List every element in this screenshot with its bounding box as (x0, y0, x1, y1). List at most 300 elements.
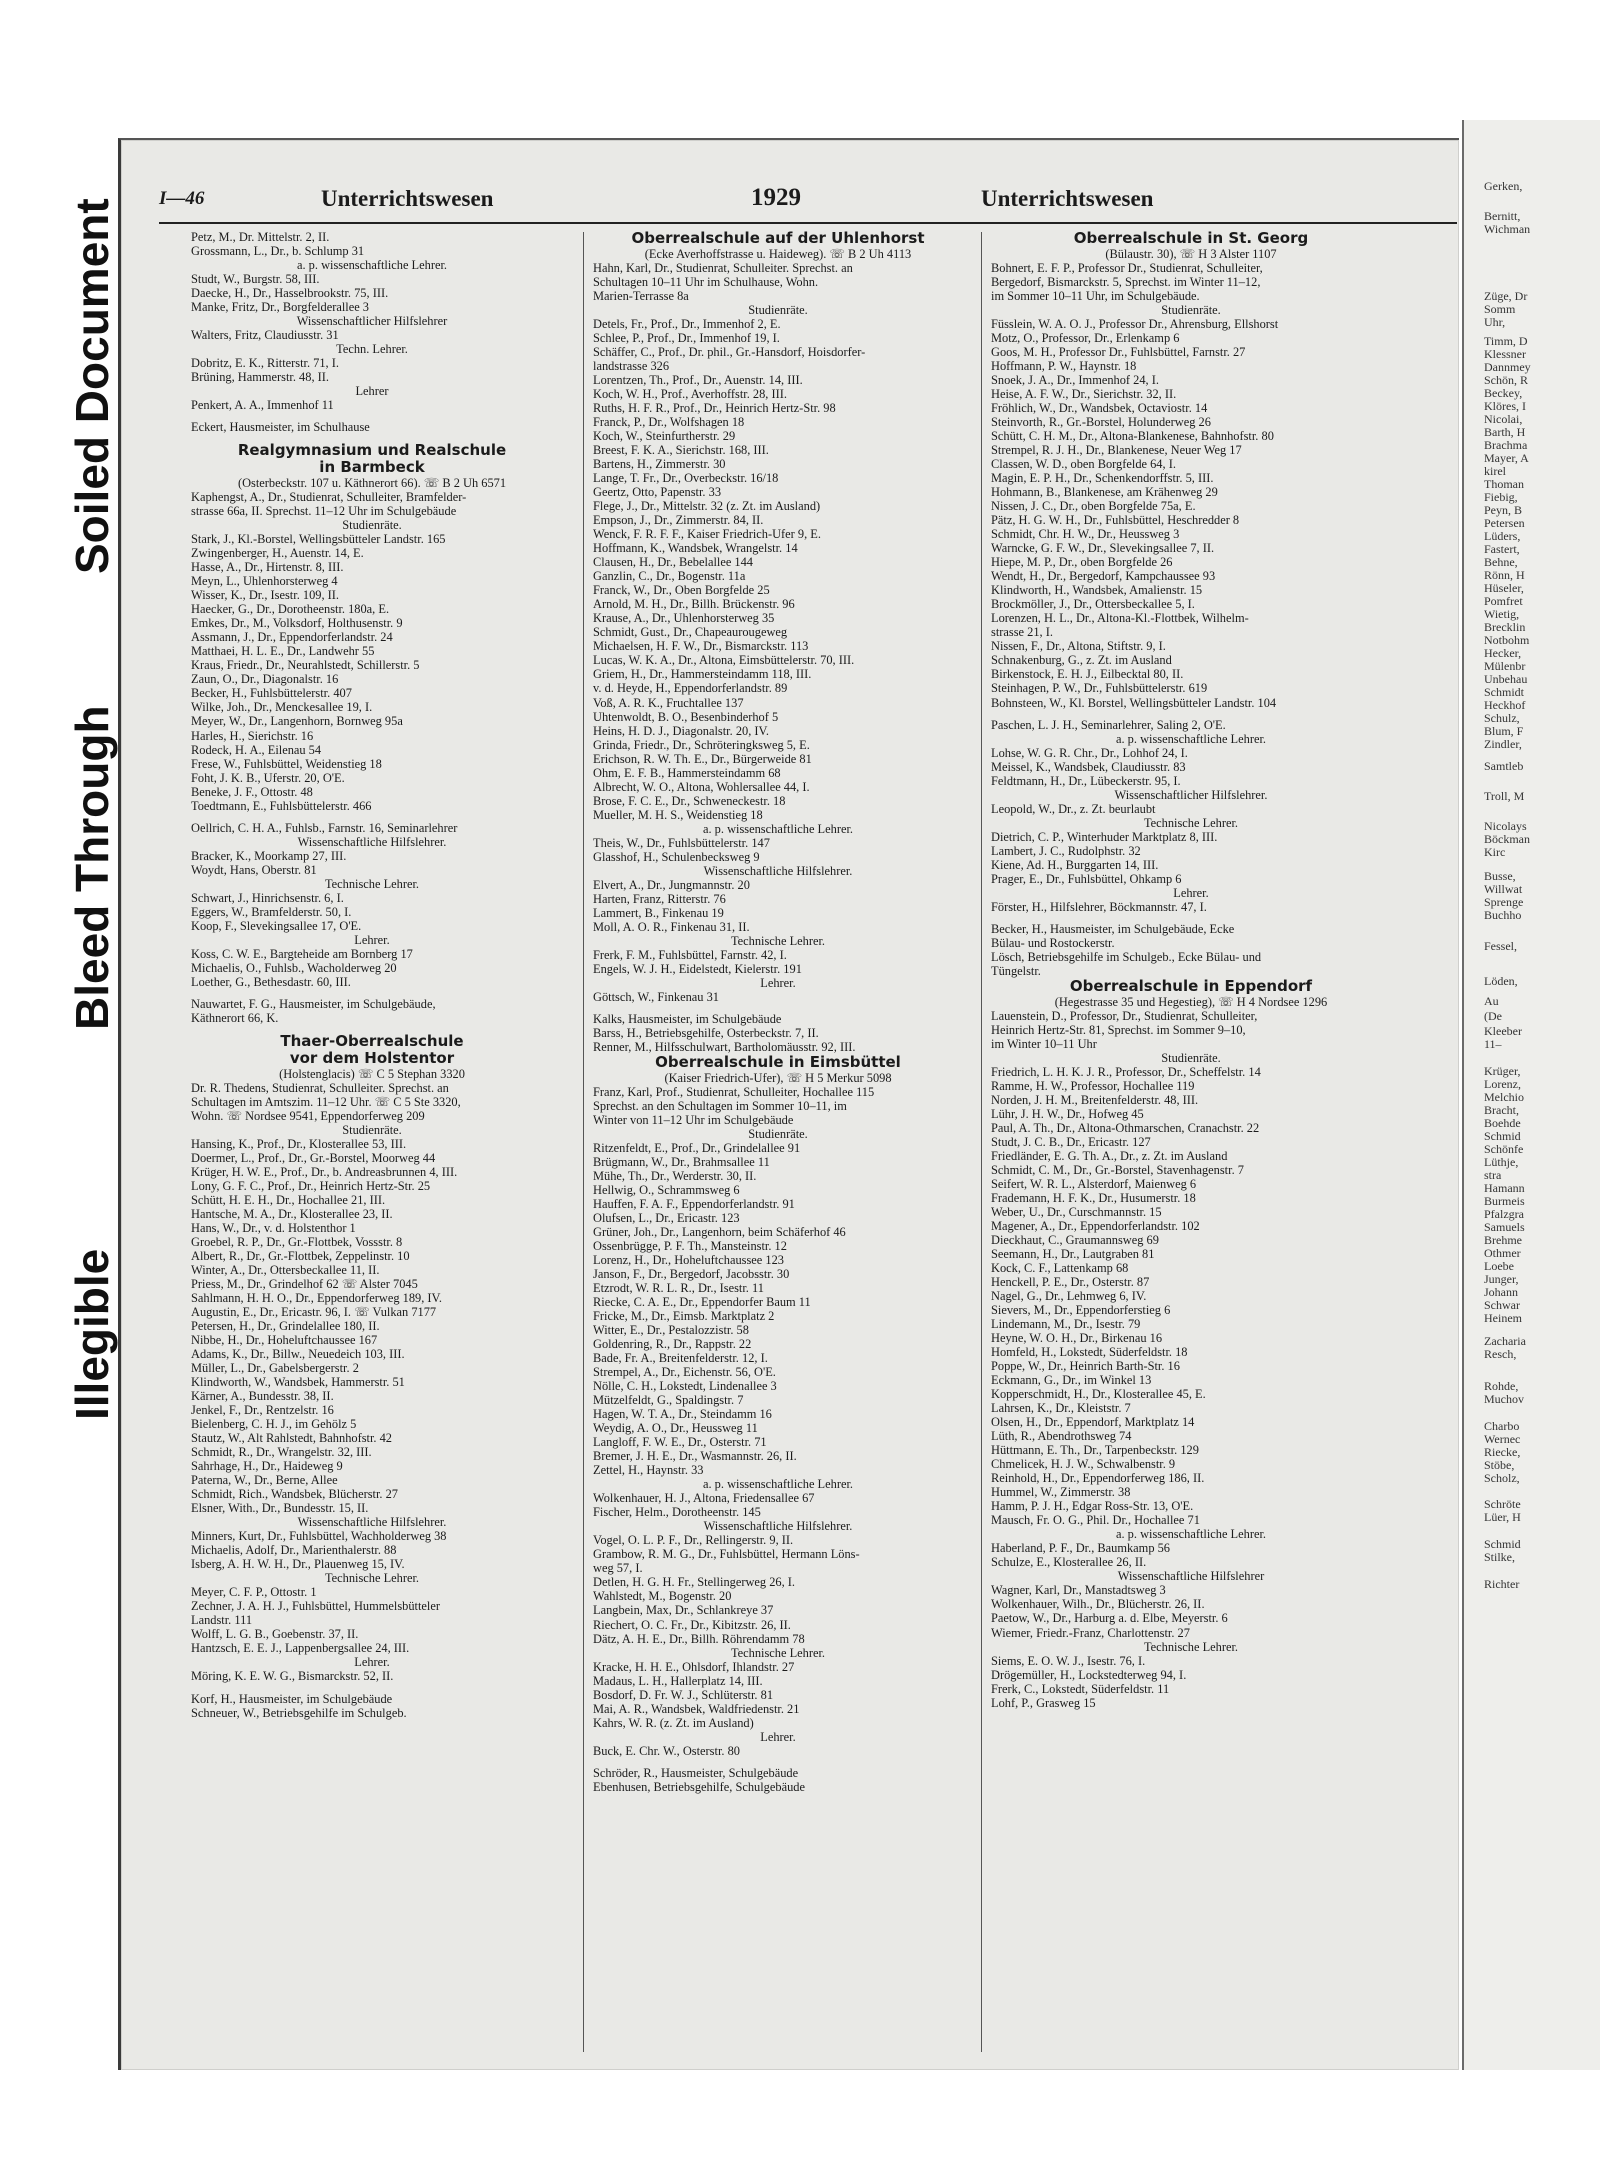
directory-entry: Theis, W., Dr., Fuhlsbüttelerstr. 147 (593, 835, 770, 850)
adjacent-page-text: Hecker, (1484, 646, 1522, 660)
directory-entry: Schulze, E., Klosterallee 26, II. (991, 1555, 1147, 1570)
section-heading: Studienräte. (342, 518, 402, 533)
directory-entry: Steinvorth, R., Gr.-Borstel, Holunderweg 26 (991, 415, 1211, 430)
directory-entry: Franck, P., Dr., Wolfshagen 18 (593, 415, 745, 430)
directory-entry: Koss, C. W. E., Bargteheide am Bornberg 17 (191, 946, 413, 961)
directory-entry: landstrasse 326 (593, 359, 670, 374)
school-title: Realgymnasium und Realschule (237, 441, 507, 460)
school-title: Oberrealschule in Eimsbüttel (655, 1052, 901, 1071)
directory-entry: Möring, K. E. W. G., Bismarckstr. 52, II. (191, 1669, 394, 1684)
directory-entry: Steinhagen, P. W., Dr., Fuhlsbüttelerstr. 619 (991, 681, 1208, 696)
directory-entry: Franck, W., Dr., Oben Borgfelde 25 (593, 583, 770, 598)
directory-entry: Wisser, K., Dr., Isestr. 109, II. (191, 588, 340, 603)
directory-entry: Wolkenhauer, H. J., Altona, Friedensallee 67 (593, 1491, 815, 1506)
adjacent-page-text: Nicolays (1484, 819, 1527, 833)
directory-entry: Priess, M., Dr., Grindelhof 62 ☏ Alster 7045 (191, 1277, 418, 1292)
directory-entry: Schütt, C. H. M., Dr., Altona-Blankenese, Bahnhofstr. 80 (991, 429, 1274, 444)
adjacent-page-text: Richter (1484, 1577, 1520, 1591)
adjacent-page-text: Troll, M (1484, 789, 1525, 803)
directory-entry: Riechert, O. C. Fr., Dr., Kibitzstr. 26, II. (593, 1617, 791, 1632)
directory-entry: Emkes, Dr., M., Volksdorf, Holthusenstr. 9 (191, 616, 403, 631)
adjacent-page-text: Pfalzgra (1484, 1207, 1524, 1221)
adjacent-page-text: Busse, (1484, 869, 1516, 883)
directory-entry: Ritzenfeldt, E., Prof., Dr., Grindelallee 91 (593, 1140, 801, 1155)
section-heading: (Bülaustr. 30), ☏ H 3 Alster 1107 (1105, 247, 1277, 261)
directory-entry: Griem, H., Dr., Hammersteindamm 118, III. (593, 667, 812, 682)
directory-entry: Schmidt, Rich., Wandsbek, Blücherstr. 27 (191, 1487, 398, 1502)
directory-entry: Hagen, W. T. A., Dr., Steindamm 16 (593, 1407, 772, 1422)
directory-entry: Barss, H., Betriebsgehilfe, Osterbeckstr. 7, II. (593, 1025, 819, 1040)
directory-entry: Hantsche, M. A., Dr., Klosterallee 23, II. (191, 1206, 393, 1221)
stamp-soiled-document-text: Soiled Document (66, 198, 118, 574)
adjacent-page-text: Othmer (1484, 1246, 1521, 1260)
section-heading: a. p. wissenschaftliche Lehrer. (702, 821, 853, 836)
adjacent-page-text: Bernitt, (1484, 209, 1521, 223)
directory-entry: Mueller, M. H. S., Weidenstieg 18 (593, 807, 763, 822)
adjacent-page-text: Hüseler, (1484, 581, 1524, 595)
directory-entry: Göttsch, W., Finkenau 31 (593, 989, 719, 1004)
directory-entry: Lohf, P., Grasweg 15 (991, 1695, 1096, 1710)
directory-entry: Lohse, W. G. R. Chr., Dr., Lohhof 24, I. (991, 745, 1188, 760)
directory-entry: Franz, Karl, Prof., Studienrat, Schulleiter, Hochallee 115 (593, 1084, 875, 1099)
column-divider (981, 232, 982, 2052)
directory-entry: Doermer, L., Prof., Dr., Gr.-Borstel, Moorweg 44 (191, 1150, 436, 1165)
directory-entry: Augustin, E., Dr., Ericastr. 96, I. ☏ Vulkan 7177 (191, 1305, 437, 1320)
header-title-right: Unterrichtswesen (981, 186, 1154, 211)
directory-entry: Lange, T. Fr., Dr., Overbeckstr. 16/18 (593, 471, 779, 486)
adjacent-page-text: Thoman (1484, 477, 1524, 491)
directory-entry: Wohn. ☏ Nordsee 9541, Eppendorferweg 209 (191, 1108, 425, 1123)
directory-entry: Walters, Fritz, Claudiusstr. 31 (191, 328, 339, 343)
directory-entry: Lösch, Betriebsgehilfe im Schulgeb., Ecke Bülau- und (991, 949, 1262, 964)
adjacent-page-text: Hamann (1484, 1181, 1525, 1195)
scan-margin (0, 2075, 1600, 2177)
section-heading: Wissenschaftliche Hilfslehrer. (297, 834, 447, 849)
directory-entry: Bergedorf, Bismarckstr. 5, Sprechst. im Winter 11–12, (991, 275, 1261, 290)
page-header (121, 180, 1459, 220)
directory-entry: Heinrich Hertz-Str. 81, Sprechst. im Sommer 9–10, (991, 1022, 1246, 1037)
adjacent-page-text: Böckman (1484, 832, 1530, 846)
directory-entry: Lony, G. F. C., Prof., Dr., Heinrich Hertz-Str. 25 (191, 1178, 431, 1193)
adjacent-page-text: Loebe (1484, 1259, 1514, 1273)
directory-entry: Adams, K., Dr., Billw., Neuedeich 103, III. (191, 1347, 405, 1362)
directory-entry: Goos, M. H., Professor Dr., Fuhlsbüttel, Farnstr. 27 (991, 345, 1246, 360)
directory-entry: Birkenstock, E. H. J., Eilbecktal 80, II. (991, 667, 1184, 682)
directory-entry: Nagel, G., Dr., Lehmweg 6, IV. (991, 1289, 1147, 1304)
school-title: Oberrealschule auf der Uhlenhorst (631, 229, 925, 247)
directory-entry: Zaun, O., Dr., Diagonalstr. 16 (191, 672, 339, 687)
directory-entry: Witter, E., Dr., Pestalozzistr. 58 (593, 1323, 749, 1338)
section-heading: Studienräte. (1161, 1050, 1221, 1065)
directory-entry: Ossenbrügge, P. F. Th., Mansteinstr. 12 (593, 1239, 787, 1254)
adjacent-page-text: Wietig, (1484, 607, 1520, 621)
school-title: Oberrealschule in St. Georg (1073, 229, 1309, 247)
adjacent-page-text: Löden, (1484, 974, 1518, 988)
section-gap (593, 1758, 963, 1766)
directory-entry: Clausen, H., Dr., Bebelallee 144 (593, 555, 754, 570)
directory-entry: Schröder, R., Hausmeister, Schulgebäude (593, 1765, 799, 1780)
directory-entry: Rodeck, H. A., Eilenau 54 (191, 742, 322, 757)
directory-entry: Meyer, W., Dr., Langenhorn, Bornweg 95a (191, 714, 403, 729)
adjacent-page-text: Schmid (1484, 1129, 1521, 1143)
directory-entry: Kock, C. F., Lattenkamp 68 (991, 1261, 1129, 1276)
directory-entry: Schäffer, C., Prof., Dr. phil., Gr.-Hansdorf, Hoisdorfer- (593, 345, 866, 360)
section-heading: Studienräte. (342, 1122, 402, 1137)
directory-entry: Hantzsch, E. E. J., Lappenbergsallee 24, III. (191, 1641, 410, 1656)
school-title: Thaer-Oberrealschule (280, 1031, 464, 1050)
section-heading: a. p. wissenschaftliche Lehrer. (296, 258, 447, 273)
directory-entry: Detels, Fr., Prof., Dr., Immenhof 2, E. (593, 317, 781, 332)
adjacent-page-text: Fessel, (1484, 939, 1517, 953)
directory-entry: Drögemüller, H., Lockstedterweg 94, I. (991, 1667, 1187, 1682)
adjacent-page-text: Nicolai, (1484, 412, 1523, 426)
directory-entry: Eckert, Hausmeister, im Schulhause (191, 420, 370, 435)
adjacent-page-text: Timm, D (1484, 334, 1528, 348)
directory-entry: Matthaei, H. L. E., Dr., Landwehr 55 (191, 644, 375, 659)
directory-entry: Hohmann, B., Blankenese, am Krähenweg 29 (991, 485, 1218, 500)
section-heading: Studienräte. (748, 1126, 808, 1141)
directory-entry: Sprechst. an den Schultagen im Sommer 10–11, im (593, 1098, 847, 1113)
directory-entry: Voß, A. R. K., Fruchtallee 137 (593, 695, 744, 710)
adjacent-page-text: Schön, R (1484, 373, 1529, 387)
directory-entry: Manke, Fritz, Dr., Borgfelderallee 3 (191, 300, 370, 315)
stamp-bleed-through-text: Bleed Through (66, 705, 118, 1030)
directory-entry: Seemann, H., Dr., Lautgraben 81 (991, 1247, 1155, 1262)
adjacent-page-text: Schmidt (1484, 685, 1525, 699)
directory-entry: Seifert, W. R. L., Alsterdorf, Maienweg 6 (991, 1177, 1197, 1191)
directory-entry: Nissen, J. C., Dr., oben Borgfelde 75a, E. (991, 499, 1196, 514)
directory-entry: Daecke, H., Dr., Hasselbrookstr. 75, III. (191, 286, 389, 301)
adjacent-page-text: 11– (1484, 1037, 1502, 1051)
section-gap (191, 989, 553, 997)
directory-entry: Lucas, W. K. A., Dr., Altona, Eimsbüttelerstr. 70, III. (593, 653, 855, 668)
directory-entry: Heise, A. F. W., Dr., Sierichstr. 32, II. (991, 387, 1177, 402)
adjacent-page-text: Buchho (1484, 908, 1522, 922)
adjacent-page-text: stra (1484, 1168, 1502, 1182)
directory-entry: Frademann, H. F. K., Dr., Husumerstr. 18 (991, 1191, 1196, 1206)
directory-entry: Kärner, A., Bundesstr. 38, II. (191, 1389, 334, 1404)
directory-entry: Marien-Terrasse 8a (593, 289, 689, 304)
adjacent-page-text: kirel (1484, 464, 1506, 478)
directory-entry: Albrecht, W. O., Altona, Wohlersallee 44, I. (593, 779, 810, 794)
directory-entry: Bartens, H., Zimmerstr. 30 (593, 457, 726, 472)
directory-entry: Zwingenberger, H., Auenstr. 14, E. (191, 546, 364, 561)
directory-entry: Zechner, J. A. H. J., Fuhlsbüttel, Hummelsbütteler (191, 1599, 441, 1614)
directory-entry: Meissel, K., Wandsbek, Claudiusstr. 83 (991, 759, 1186, 774)
directory-entry: Elsner, With., Dr., Bundesstr. 15, II. (191, 1501, 369, 1516)
directory-entry: Mühe, Th., Dr., Werderstr. 30, II. (593, 1169, 757, 1183)
directory-entry: Friedländer, E. G. Th. A., Dr., z. Zt. im Ausland (991, 1148, 1228, 1163)
adjacent-page-text: Samuels (1484, 1220, 1525, 1234)
directory-entry: Hummel, W., Zimmerstr. 38 (991, 1485, 1131, 1500)
section-heading: Wissenschaftlicher Hilfslehrer. (1114, 787, 1268, 802)
adjacent-page-text: Züge, Dr (1484, 289, 1528, 303)
directory-entry: Eggers, W., Bramfelderstr. 50, I. (191, 904, 352, 919)
stamp-illegible-text: Illegible (66, 1248, 118, 1420)
directory-entry: Kalks, Hausmeister, im Schulgebäude (593, 1011, 782, 1026)
directory-entry: Heins, H. D. J., Diagonalstr. 20, IV. (593, 723, 769, 738)
section-heading: Lehrer. (760, 975, 796, 990)
adjacent-page-text: Heinem (1484, 1311, 1522, 1325)
directory-entry: Koch, W., Steinfurtherstr. 29 (593, 429, 736, 444)
directory-entry: Albert, R., Dr., Gr.-Flottbek, Zeppelinstr. 10 (191, 1249, 410, 1264)
directory-entry: Ohm, E. F. B., Hammersteindamm 68 (593, 765, 781, 780)
directory-entry: Woydt, Hans, Oberstr. 81 (191, 862, 317, 877)
adjacent-page-text: Kirc (1484, 845, 1506, 859)
header-title-left: Unterrichtswesen (321, 186, 494, 211)
directory-entry: Petersen, H., Dr., Grindelallee 180, II. (191, 1319, 380, 1334)
adjacent-page-text: Au (1484, 994, 1499, 1008)
adjacent-page-text: Charbo (1484, 1419, 1520, 1433)
directory-entry: Jenkel, F., Dr., Rentzelstr. 16 (191, 1403, 334, 1418)
directory-entry: Wagner, Karl, Dr., Manstadtsweg 3 (991, 1583, 1166, 1598)
section-heading: a. p. wissenschaftliche Lehrer. (1115, 731, 1266, 746)
directory-entry: Brüning, Hammerstr. 48, II. (191, 370, 329, 385)
directory-entry: Studt, J. C. B., Dr., Ericastr. 127 (991, 1134, 1151, 1149)
directory-entry: Wolkenhauer, Wilh., Dr., Blücherstr. 26, II. (991, 1597, 1205, 1612)
directory-entry: Bosdorf, D. Fr. W. J., Schlüterstr. 81 (593, 1687, 774, 1702)
adjacent-page-text: Brehme (1484, 1233, 1522, 1247)
adjacent-page-text: Lüthje, (1484, 1155, 1519, 1169)
adjacent-page-text: Petersen (1484, 516, 1525, 530)
directory-entry: Lambert, J. C., Rudolphstr. 32 (991, 843, 1141, 858)
directory-entry: Füsslein, W. A. O. J., Professor Dr., Ahrensburg, Ellshorst (991, 317, 1279, 332)
adjacent-page-text: Bracht, (1484, 1103, 1519, 1117)
directory-entry: Mützelfeldt, G., Spaldingstr. 7 (593, 1393, 744, 1408)
section-heading: Technische Lehrer. (730, 1645, 826, 1660)
directory-entry: Schmidt, Gust., Dr., Chapeaurougeweg (593, 625, 788, 640)
section-heading: Technische Lehrer. (324, 1571, 420, 1586)
directory-entry: Klindworth, W., Wandsbek, Hammerstr. 51 (191, 1375, 405, 1390)
directory-entry: Frerk, C., Lokstedt, Süderfeldstr. 11 (991, 1681, 1170, 1696)
directory-entry: Hasse, A., Dr., Hirtenstr. 8, III. (191, 560, 344, 575)
section-gap (991, 914, 1391, 922)
adjacent-page-text: Somm (1484, 302, 1516, 316)
directory-entry: Penkert, A. A., Immenhof 11 (191, 398, 334, 413)
adjacent-page-text: Wichman (1484, 222, 1531, 236)
directory-entry: Detlen, H. G. H. Fr., Stellingerweg 26, I. (593, 1575, 796, 1590)
adjacent-page-text: Klessner (1484, 347, 1526, 361)
directory-page (118, 138, 1459, 2070)
directory-entry: Prager, E., Dr., Fuhlsbüttel, Ohkamp 6 (991, 871, 1182, 886)
directory-entry: Hansing, K., Prof., Dr., Klosterallee 53, III. (191, 1136, 407, 1151)
directory-entry: Elvert, A., Dr., Jungmannstr. 20 (593, 877, 750, 892)
directory-entry: Lindemann, M., Dr., Isestr. 79 (991, 1317, 1141, 1332)
directory-entry: Hüttmann, E. Th., Dr., Tarpenbeckstr. 129 (991, 1443, 1199, 1458)
adjacent-page-text: Klöres, I (1484, 399, 1526, 413)
directory-entry: Glasshof, H., Schulenbecksweg 9 (593, 849, 760, 864)
adjacent-page-text: Stöbe, (1484, 1458, 1515, 1472)
directory-entry: Heyne, W. O. H., Dr., Birkenau 16 (991, 1331, 1163, 1346)
directory-entry: Koch, W. H., Prof., Averhoffstr. 28, III. (593, 387, 787, 402)
directory-entry: Bracker, K., Moorkamp 27, III. (191, 848, 347, 863)
directory-entry: Winter von 11–12 Uhr im Schulgebäude (593, 1112, 794, 1127)
adjacent-page-text: Kleeber (1484, 1024, 1522, 1038)
directory-entry: Klindworth, H., Wandsbek, Amalienstr. 15 (991, 583, 1203, 598)
adjacent-page-text: Lüders, (1484, 529, 1521, 543)
directory-entry: strasse 66a, II. Sprechst. 11–12 Uhr im Schulgebäude (191, 504, 457, 519)
adjacent-page-text: Rohde, (1484, 1379, 1519, 1393)
directory-entry: Madaus, L. H., Hallerplatz 14, III. (593, 1673, 763, 1688)
directory-entry: Harles, H., Sierichstr. 16 (191, 728, 314, 743)
section-heading: Wissenschaftliche Hilfslehrer (1117, 1569, 1265, 1584)
directory-entry: Grüner, Joh., Dr., Langenhorn, beim Schäferhof 46 (593, 1225, 846, 1240)
directory-entry: Henckell, P. E., Dr., Osterstr. 87 (991, 1275, 1150, 1290)
adjacent-page-text: Boehde (1484, 1116, 1521, 1130)
directory-entry: Landstr. 111 (191, 1613, 253, 1628)
adjacent-page-text: Resch, (1484, 1347, 1517, 1361)
directory-entry: Foht, J. K. B., Uferstr. 20, O'E. (191, 770, 345, 785)
directory-entry: v. d. Heyde, H., Eppendorferlandstr. 89 (593, 681, 788, 696)
directory-entry: Zettel, H., Haynstr. 33 (593, 1463, 704, 1478)
directory-entry: Friedrich, L. H. K. J. R., Professor, Dr., Scheffelstr. 14 (991, 1064, 1261, 1079)
adjacent-page-text: Pomfret (1484, 594, 1523, 608)
directory-entry: Lahrsen, K., Dr., Kleiststr. 7 (991, 1401, 1131, 1416)
directory-entry: Tüngelstr. (991, 963, 1041, 978)
adjacent-page-text: Lüer, H (1484, 1510, 1521, 1524)
adjacent-page-text: Burmeis (1484, 1194, 1525, 1208)
directory-entry: Loether, G., Bethesdastr. 60, III. (191, 974, 351, 989)
directory-entry: Schneuer, W., Betriebsgehilfe im Schulgeb. (191, 1705, 407, 1720)
adjacent-page-text: Schulz, (1484, 711, 1520, 725)
directory-entry: Toedtmann, E., Fuhlsbüttelerstr. 466 (191, 798, 372, 813)
adjacent-page-text: Zacharia (1484, 1334, 1526, 1348)
directory-entry: Langloff, F. W. E., Dr., Osterstr. 71 (593, 1435, 767, 1450)
section-heading: Lehrer. (1173, 885, 1209, 900)
directory-entry: Assmann, J., Dr., Eppendorferlandstr. 24 (191, 630, 393, 645)
directory-entry: Dietrich, C. P., Winterhuder Marktplatz 8, III. (991, 829, 1218, 844)
directory-entry: Meyn, L., Uhlenhorsterweg 4 (191, 574, 338, 589)
directory-entry: Breest, F. K. A., Sierichstr. 168, III. (593, 443, 769, 458)
directory-entry: Etzrodt, W. R. L. R., Dr., Isestr. 11 (593, 1281, 764, 1296)
directory-entry: Ruths, H. F. R., Prof., Dr., Heinrich Hertz-Str. 98 (593, 401, 836, 416)
directory-entry: Hiepe, M. P., Dr., oben Borgfelde 26 (991, 555, 1173, 570)
directory-entry: Michaelis, O., Fuhlsb., Wacholderweg 20 (191, 960, 397, 975)
section-heading: Wissenschaftliche Hilfslehrer. (297, 1515, 447, 1530)
directory-entry: Kopperschmidt, H., Dr., Klosterallee 45, E. (991, 1387, 1206, 1402)
directory-entry: Nissen, F., Dr., Altona, Stiftstr. 9, I. (991, 639, 1166, 654)
directory-entry: Fricke, M., Dr., Eimsb. Marktplatz 2 (593, 1309, 775, 1324)
directory-entry: Fröhlich, W., Dr., Wandsbek, Octaviostr. 14 (991, 401, 1208, 416)
directory-entry: Hauffen, F. A. F., Eppendorferlandstr. 91 (593, 1197, 795, 1212)
directory-entry: Wiemer, Friedr.-Franz, Charlottenstr. 27 (991, 1625, 1190, 1640)
directory-entry: Paschen, L. J. H., Seminarlehrer, Saling 2, O'E. (991, 717, 1226, 732)
directory-entry: Michaelis, Adolf, Dr., Marienthalerstr. 88 (191, 1543, 397, 1558)
directory-entry: Brose, F. C. E., Dr., Schweneckestr. 18 (593, 793, 786, 808)
directory-entry: Hahn, Karl, Dr., Studienrat, Schulleiter. Sprechst. an (593, 261, 853, 276)
adjacent-page-text: Wernec (1484, 1432, 1521, 1446)
section-heading: Wissenschaftliche Hilfslehrer. (703, 863, 853, 878)
directory-entry: Wolff, L. G. B., Goebenstr. 37, II. (191, 1627, 359, 1642)
directory-entry: Brockmöller, J., Dr., Ottersbeckallee 5, I. (991, 597, 1195, 612)
adjacent-page-text: Melchio (1484, 1090, 1524, 1104)
directory-entry: Erichson, R. W. Th. E., Dr., Bürgerweide 81 (593, 751, 812, 766)
adjacent-page-text: Lorenz, (1484, 1077, 1521, 1091)
directory-entry: Kaphengst, A., Dr., Studienrat, Schulleiter, Bramfelder- (191, 490, 467, 505)
adjacent-page-text: Brecklin (1484, 620, 1526, 634)
directory-entry: Olufsen, L., Dr., Ericastr. 123 (593, 1211, 740, 1226)
directory-entry: Bohnsteen, W., Kl. Borstel, Wellingsbütteler Landstr. 104 (991, 695, 1277, 710)
directory-entry: Kracke, H. H. E., Ohlsdorf, Ihlandstr. 27 (593, 1659, 795, 1674)
directory-entry: Buck, E. Chr. W., Osterstr. 80 (593, 1743, 740, 1758)
page-number: I—46 (159, 188, 205, 209)
adjacent-page-text: Gerken, (1484, 179, 1523, 193)
directory-entry: Korf, H., Hausmeister, im Schulgebäude (191, 1691, 393, 1706)
adjacent-page-text: Riecke, (1484, 1445, 1521, 1459)
section-heading: Technische Lehrer. (324, 876, 420, 891)
adjacent-page-text: (De (1484, 1009, 1502, 1023)
directory-entry: Brügmann, W., Dr., Brahmsallee 11 (593, 1154, 770, 1169)
directory-entry: Strempel, A., Dr., Eichenstr. 56, O'E. (593, 1365, 776, 1380)
adjacent-page-text: Mülenbr (1484, 659, 1526, 673)
directory-entry: Siems, E. O. W. J., Isestr. 76, I. (991, 1653, 1146, 1668)
adjacent-page-text: Schönfe (1484, 1142, 1524, 1156)
directory-entry: Förster, H., Hilfslehrer, Böckmannstr. 47, I. (991, 899, 1207, 914)
directory-entry: Nölle, C. H., Lokstedt, Lindenallee 3 (593, 1379, 777, 1394)
section-heading: Wissenschaftlicher Hilfslehrer (296, 314, 448, 329)
directory-entry: Grossmann, L., Dr., b. Schlump 31 (191, 244, 365, 259)
header-rule (159, 222, 1457, 224)
directory-entry: Schultagen im Amtszim. 11–12 Uhr. ☏ C 5 Ste 3320, (191, 1094, 461, 1109)
directory-entry: Sahrhage, H., Dr., Haideweg 9 (191, 1459, 343, 1474)
directory-entry: Weber, U., Dr., Curschmannstr. 15 (991, 1205, 1162, 1220)
school-title: vor dem Holstentor (289, 1048, 455, 1067)
directory-entry: Strempel, R. J. H., Dr., Blankenese, Neuer Weg 17 (991, 443, 1242, 458)
directory-entry: Wilke, Joh., Dr., Menckesallee 19, I. (191, 700, 373, 715)
directory-entry: Hellwig, O., Schrammsweg 6 (593, 1183, 740, 1198)
directory-entry: Lüth, R., Abendrothsweg 74 (991, 1429, 1132, 1444)
directory-entry: Pätz, H. G. W. H., Dr., Fuhlsbüttel, Heschredder 8 (991, 513, 1240, 528)
section-heading: Wissenschaftliche Hilfslehrer. (703, 1519, 853, 1534)
directory-entry: Bremer, J. H. E., Dr., Wasmannstr. 26, II. (593, 1449, 797, 1464)
directory-entry: Frerk, F. M., Fuhlsbüttel, Farnstr. 42, I. (593, 947, 787, 962)
adjacent-page-text: Zindler, (1484, 737, 1522, 751)
directory-entry: Paterna, W., Dr., Berne, Allee (191, 1473, 338, 1488)
adjacent-page-fragment (1462, 120, 1600, 2070)
adjacent-page-text: Scholz, (1484, 1471, 1520, 1485)
adjacent-page-text: Behne, (1484, 555, 1518, 569)
directory-entry: Becker, H., Hausmeister, im Schulgebäude, Ecke (991, 921, 1235, 936)
directory-entry: Moll, A. O. R., Finkenau 31, II. (593, 919, 750, 934)
directory-entry: Bülau- und Rostockerstr. (991, 935, 1115, 950)
directory-entry: Hans, W., Dr., v. d. Holstenthor 1 (191, 1220, 356, 1235)
directory-entry: Kahrs, W. R. (z. Zt. im Ausland) (593, 1715, 754, 1730)
directory-entry: Geertz, Otto, Papenstr. 33 (593, 485, 722, 500)
adjacent-page-text: Brachma (1484, 438, 1528, 452)
column-right (991, 230, 1391, 1710)
directory-entry: Flege, J., Dr., Mittelstr. 32 (z. Zt. im Ausland) (593, 499, 821, 514)
directory-entry: Lauenstein, D., Professor, Dr., Studienrat, Schulleiter, (991, 1008, 1258, 1023)
section-heading: a. p. wissenschaftliche Lehrer. (702, 1477, 853, 1492)
directory-entry: Chmelicek, H. J. W., Schwalbenstr. 9 (991, 1457, 1176, 1472)
section-heading: Technische Lehrer. (1143, 1639, 1239, 1654)
section-heading: Technische Lehrer. (1143, 815, 1239, 830)
directory-entry: Poppe, W., Dr., Heinrich Barth-Str. 16 (991, 1359, 1180, 1374)
directory-entry: Warncke, G. F. W., Dr., Slevekingsallee 7, II. (991, 541, 1215, 556)
section-heading: a. p. wissenschaftliche Lehrer. (1115, 1527, 1266, 1542)
directory-entry: Engels, W. J. H., Eidelstedt, Kielerstr. 191 (593, 961, 802, 976)
directory-entry: Wenck, F. R. F. F., Kaiser Friedrich-Ufer 9, E. (593, 527, 821, 542)
directory-entry: Sahlmann, H. H. O., Dr., Eppendorferweg 189, IV. (191, 1291, 442, 1306)
adjacent-page-text: Peyn, B (1484, 503, 1523, 517)
directory-entry: Paul, A. Th., Dr., Altona-Othmarschen, Cranachstr. 22 (991, 1120, 1260, 1135)
directory-entry: Becker, H., Fuhlsbüttelerstr. 407 (191, 686, 352, 701)
directory-entry: Motz, O., Professor, Dr., Erlenkamp 6 (991, 331, 1180, 346)
directory-entry: Ganzlin, C., Dr., Bogenstr. 11a (593, 569, 746, 584)
adjacent-page-text: Samtleb (1484, 759, 1524, 773)
directory-entry: strasse 21, I. (991, 625, 1053, 640)
directory-entry: Magener, A., Dr., Eppendorferlandstr. 102 (991, 1219, 1200, 1234)
